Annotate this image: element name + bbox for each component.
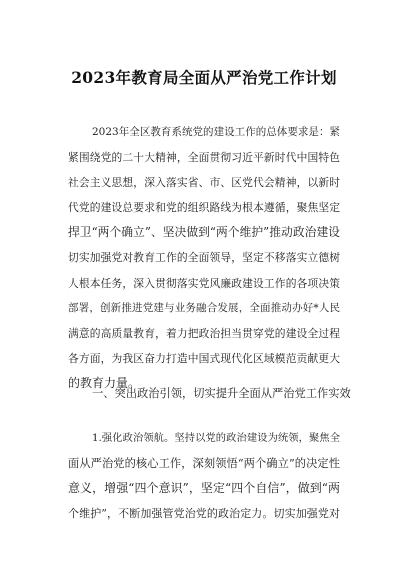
paragraph-line: 切实加强党对教育工作的全面领导，坚定不移落实立德树 [68,251,340,265]
paragraph-line: 各方面，为我区奋力打造中国式现代化区域模范贡献更大 [68,351,340,365]
paragraph-line: 1.强化政治领航。坚持以党的政治建设为统领，聚焦全 [92,432,340,444]
paragraph-line: 2023年全区教育系统党的建设工作的总体要求是：紧 [92,126,340,138]
paragraph-line: 代党的建设总要求和党的组织路线为根本遵循，聚焦坚定 [68,201,340,215]
section-heading: 一、突出政治引领，切实提升全面从严治党工作实效 [92,387,351,400]
paragraph-line: 捍卫“两个确立”、坚决做到“两个维护”推动政治建设 [68,225,340,240]
paragraph-line: 满意的高质量教育，着力把政治担当贯穿党的建设全过程 [68,326,340,340]
paragraph-line: 社会主义思想，深入落实省、市、区党代会精神，以新时 [68,176,340,190]
subsection-paragraph [68,426,340,526]
paragraph-line: 紧围绕党的二十大精神，全面贯彻习近平新时代中国特色 [68,151,340,165]
paragraph-line: 个维护”，不断加强管党治党的政治定力。切实加强党对 [68,507,340,521]
intro-paragraph [68,120,340,396]
document-title: 2023年教育局全面从严治党工作计划 [71,68,337,87]
paragraph-line: 人根本任务，深入贯彻落实党风廉政建设工作的各项决策 [68,276,340,290]
paragraph-line: 部署，创新推进党建与业务融合发展，全面推动办好*人民 [68,301,340,314]
paragraph-line: 的教育力量。 [68,375,141,390]
paragraph-line: 意义，增强“四个意识”，坚定“四个自信”，做到“两 [68,481,340,496]
paragraph-line: 面从严治党的核心工作，深刻领悟“两个确立”的决定性 [68,457,340,471]
